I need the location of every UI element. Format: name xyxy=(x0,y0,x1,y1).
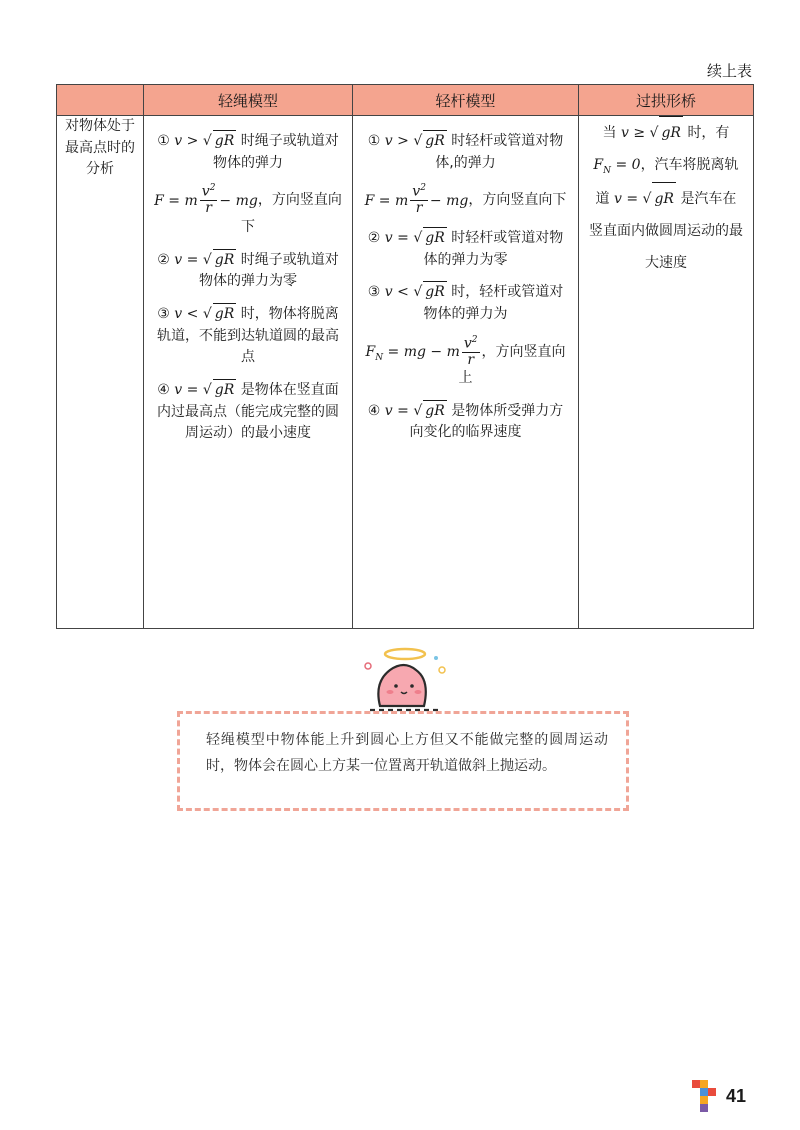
arch-bridge-cell xyxy=(579,116,754,629)
rod-model-cell xyxy=(353,116,579,629)
rod-case-4: ④ v = √ gR 是物体所受弹力方向变化的临界速度 xyxy=(363,400,568,444)
header-row xyxy=(57,85,754,116)
note-box xyxy=(177,711,629,811)
continued-label: 续上表 xyxy=(706,62,752,80)
rod-force-formula-2: $F_N$ = mg − m $\frac{v^2}{r}$ ，方向竖直向上 xyxy=(365,334,566,386)
header-arch-bridge: 过拱形桥 xyxy=(579,85,754,116)
page-number: 41 xyxy=(726,1086,747,1106)
rope-model-cell xyxy=(144,116,353,629)
note-text: 轻绳模型中物体能上升到圆心上方但又不能做完整的圆周运动时，物体会在圆心上方某一位置离开轨道做斜上抛运动。 xyxy=(206,732,608,774)
rope-case-2: ② v = √ gR 时绳子或轨道对物体的弹力为零 xyxy=(154,249,342,293)
rope-force-formula: F = m $\frac{v^2}{r}$ − mg，方向竖直向下 xyxy=(154,183,342,235)
rope-case-3: ③ v < √ gR 时，物体将脱离轨道，不能到达轨道圆的最高点 xyxy=(154,303,342,369)
header-blank xyxy=(57,85,144,116)
mascot-illustration xyxy=(360,642,450,720)
rod-case-2: ② v = √ gR 时轻杆或管道对物体的弹力为零 xyxy=(363,227,568,271)
analysis-row xyxy=(57,116,754,629)
rope-case-1: ① v > √ gR 时绳子或轨道对物体的弹力 xyxy=(154,130,342,174)
comparison-table xyxy=(56,84,754,629)
row-label: 对物体处于最高点时的分析 xyxy=(57,116,144,629)
bridge-condition: 当 v ≥ √ gR 时，有 $F_N = 0$，汽车将脱离轨道 v = √ gR 是汽车在竖直面内做圆周运动的最大速度 xyxy=(589,116,743,279)
rod-case-1: ① v > √ gR 时轻杆或管道对物体,的弹力 xyxy=(363,130,568,174)
header-rope-model: 轻绳模型 xyxy=(144,85,353,116)
header-rod-model: 轻杆模型 xyxy=(353,85,579,116)
rod-case-3: ③ v < √ gR 时，轻杆或管道对物体的弹力为 xyxy=(363,281,568,325)
rope-case-4: ④ v = √ gR 是物体在竖直面内过最高点（能完成完整的圆周运动）的最小速度 xyxy=(154,379,342,445)
rod-force-formula-1: F = m $\frac{v^2}{r}$ − mg，方向竖直向下 xyxy=(364,183,567,217)
publisher-logo-icon xyxy=(690,1078,718,1118)
